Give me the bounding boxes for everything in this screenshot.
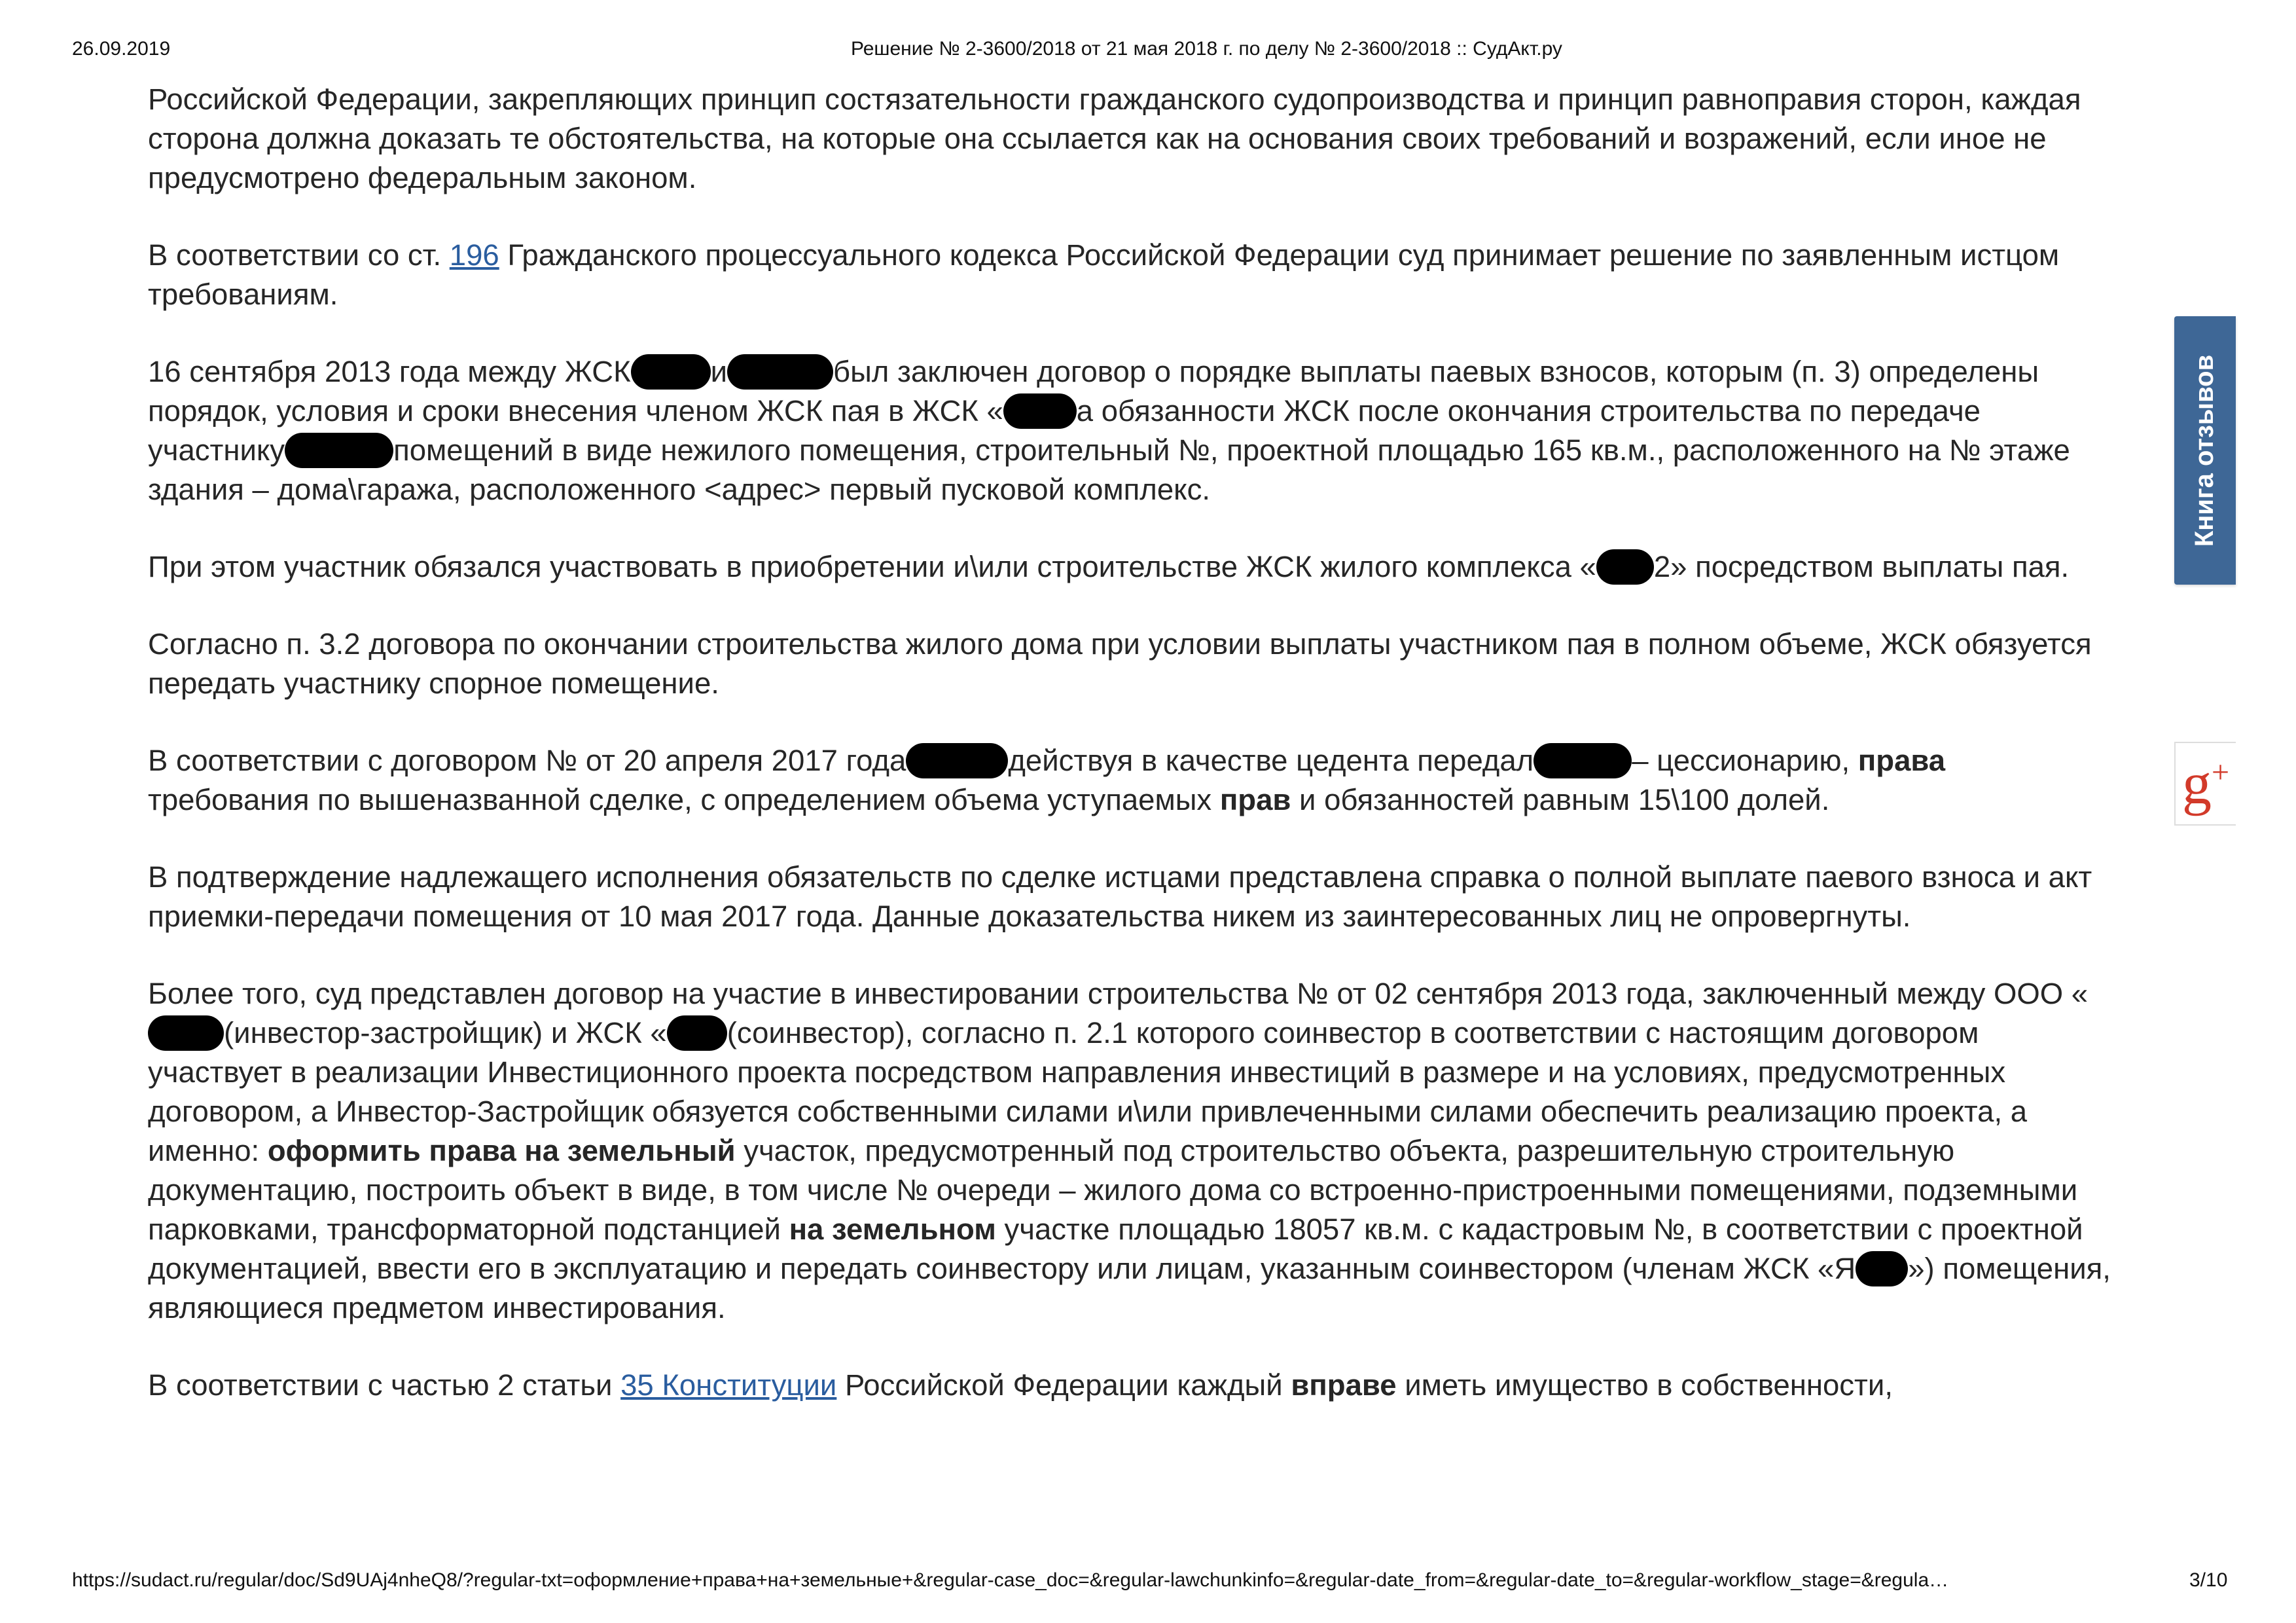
text: Гражданского процессуального кодекса Российской Федерации суд принимает решение по заявленным истцом требованиям. [148,238,2060,311]
text: 2» посредством выплаты пая. [1653,550,2070,583]
text: Российской Федерации каждый [836,1368,1291,1402]
paragraph-5: Согласно п. 3.2 договора по окончании строительства жилого дома при условии выплаты участником пая в полном объеме, ЖСК обязуется передать участнику спорное помещение. [148,627,2092,700]
redaction [285,433,393,468]
redaction [1003,393,1077,429]
google-plus-icon [2182,750,2229,818]
text: При этом участник обязался участвовать в приобретении и\или строительстве ЖСК жилого комплекса « [148,550,1596,583]
text: участке площадью 18057 кв.м. с кадастровым №, в соответствии с проектной документацией, ввести его в эксплуатацию и передать соинвестору или лицам, указанным соинвестором (членам ЖСК «Я [148,1213,2083,1285]
redaction [148,1015,224,1051]
redaction [1534,743,1632,778]
text: а обязанности ЖСК после окончания строительства по передаче участнику [148,394,1981,467]
paragraph-7: В подтверждение надлежащего исполнения обязательств по сделке истцами представлена справка о полной выплате паевого взноса и акт приемки-передачи помещения от 10 мая 2017 года. Данные доказательства никем из заинтересованных лиц не опровергнуты. [148,860,2092,933]
page-title: Решение № 2-3600/2018 от 21 мая 2018 г. по делу № 2-3600/2018 :: СудАкт.ру [851,38,1562,60]
text: действуя в качестве цедента передал [1008,744,1534,777]
text: помещений в виде нежилого помещения, строительный №, проектной площадью 165 кв.м., расположенного на № этаже здания – дома\гаража, расположенного <адрес> первый пусковой комплекс. [148,433,2070,506]
text: В соответствии со ст. [148,238,450,272]
text: был заключен договор о порядке выплаты паевых взносов, которым (п. 3) определены порядок, условия и сроки внесения членом ЖСК пая в ЖСК « [148,355,2039,428]
paragraph-9 [148,1366,2111,1405]
redaction [1596,549,1654,585]
text: В соответствии с договором № от 20 апреля 2017 года [148,744,906,777]
text: иметь имущество в собственности, [1396,1368,1893,1402]
redaction [727,354,833,390]
highlight: прав [1219,783,1291,816]
document-body [148,80,2111,1405]
redaction [667,1015,727,1051]
feedback-book-button[interactable] [2174,316,2236,585]
text: ») помещения, являющиеся предметом инвестирования. [148,1252,2111,1324]
constitution-article-35-link[interactable]: 35 Конституции [620,1368,837,1402]
page-url: https://sudact.ru/regular/doc/Sd9UAj4nheQ8/?regular-txt=оформление+права+на+земельные+&regular-case_doc=&regular-lawchunkinfo=&regular-date_from=&regular-date_to=&regular-workflow_stage=&regula… [72,1569,1949,1591]
highlight: оформить права на земельный [267,1134,736,1167]
feedback-book-label: Книга отзывов [2190,354,2219,547]
text: (соинвестор), согласно п. 2.1 которого соинвестор в соответствии с настоящим договором участвует в реализации Инвестиционного проекта посредством направления инвестиций в размере и на условиях, предусмотренных договором, а Инвестор-Застройщик обязуется собственными силами и\или привлеченными силами обеспечить реализацию проекта, а именно: [148,1016,2028,1167]
paragraph-8 [148,974,2111,1328]
redaction [906,743,1008,778]
google-plus-sign: + [2211,754,2230,790]
text: и обязанностей равным 15\100 долей. [1291,783,1830,816]
highlight: права [1857,744,1946,777]
text: (инвестор-застройщик) и ЖСК « [224,1016,667,1049]
google-plus-button[interactable] [2174,742,2236,826]
paragraph-4 [148,547,2111,587]
page-number: 3/10 [2189,1569,2228,1591]
paragraph-2 [148,236,2111,314]
text: В соответствии с частью 2 статьи [148,1368,621,1402]
text: 16 сентября 2013 года между ЖСК [148,355,631,388]
text: Более того, суд представлен договор на участие в инвестировании строительства № от 02 сентября 2013 года, заключенный между ООО « [148,977,2089,1010]
text: – цессионарию, [1632,744,1858,777]
text: и [710,355,728,388]
print-date: 26.09.2019 [72,38,171,60]
article-196-link[interactable]: 196 [449,238,499,272]
paragraph-1: Российской Федерации, закрепляющих принцип состязательности гражданского судопроизводства и принцип равноправия сторон, каждая сторона должна доказать те обстоятельства, на которые она ссылается как на основания своих требований и возражений, если иное не предусмотрено федеральным законом. [148,82,2081,194]
highlight: вправе [1291,1368,1397,1402]
redaction [1856,1251,1908,1286]
paragraph-6 [148,741,2111,820]
paragraph-3 [148,352,2111,509]
text: требования по вышеназванной сделке, с определением объема уступаемых [148,783,1220,816]
highlight: на земельном [789,1213,996,1246]
google-plus-letter: g [2181,751,2212,816]
redaction [631,354,711,390]
text: участок, предусмотренный под строительство объекта, разрешительную строительную документацию, построить объект в виде, в том числе № очереди – жилого дома со встроенно-пристроенными помещениями, подземными парковками, трансформаторной подстанцией [148,1134,2078,1246]
